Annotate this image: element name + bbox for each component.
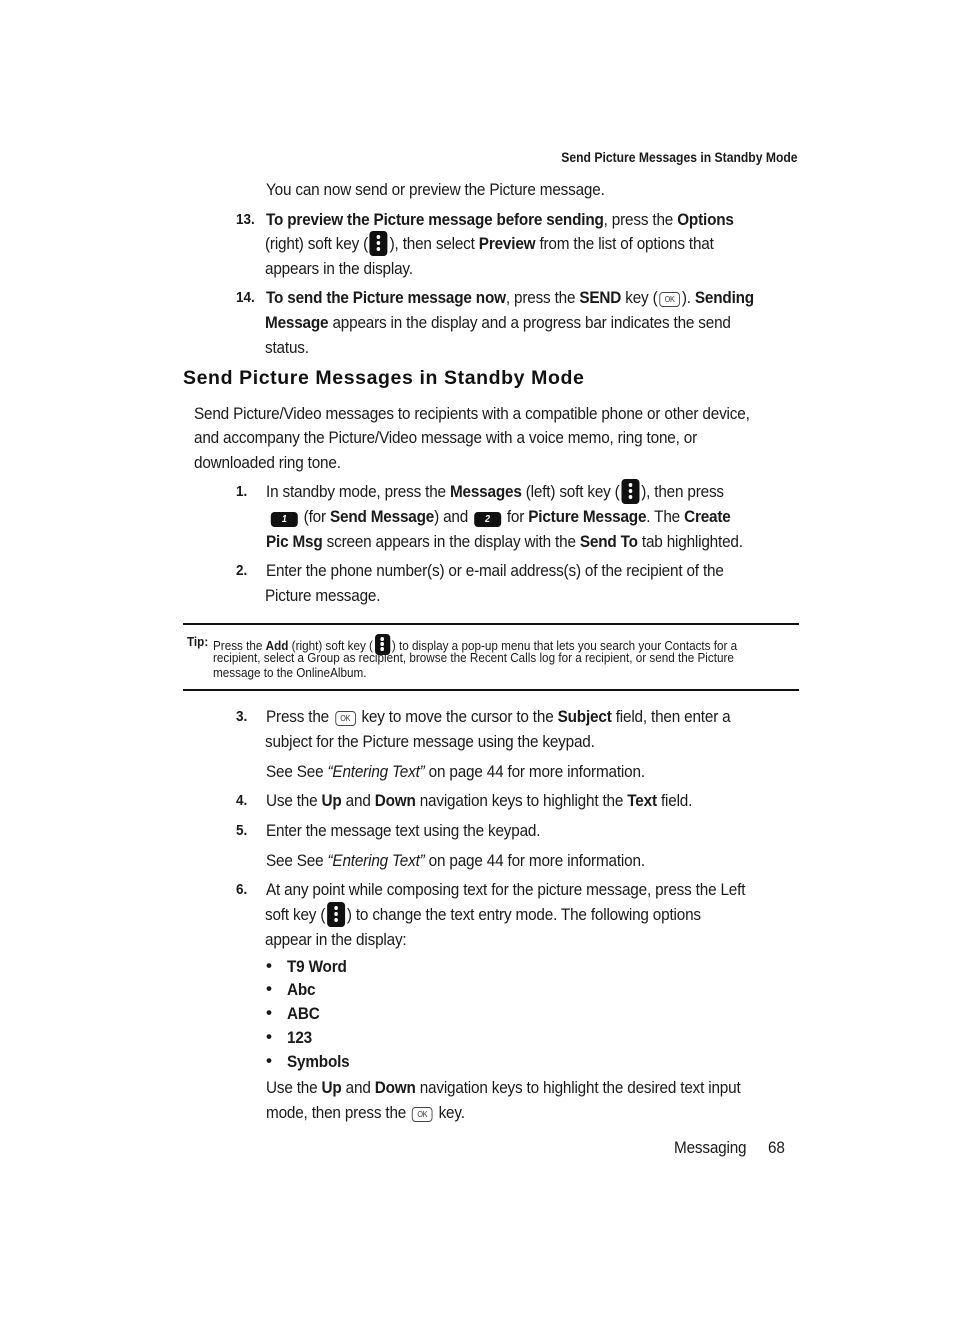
step-14-number: 14.: [236, 289, 255, 306]
text: ).: [681, 288, 695, 307]
send-key-label: SEND: [579, 288, 622, 307]
text: field, then enter a: [611, 707, 731, 726]
bullet-icon: •: [266, 979, 272, 998]
text: (right) soft key (: [265, 234, 369, 253]
footer-section: Messaging: [674, 1138, 747, 1157]
tip-label: Tip:: [187, 634, 209, 649]
text: ) and: [434, 507, 473, 526]
mode-t9-word: T9 Word: [287, 957, 347, 976]
text-field-label: Text: [627, 791, 657, 810]
text: tab highlighted.: [637, 532, 743, 551]
down-label: Down: [374, 1078, 416, 1097]
step-3-line-1: [266, 704, 731, 729]
step-6-number: 6.: [236, 881, 248, 898]
step-1-line-1: [266, 479, 724, 504]
picture-message-label: Picture Message: [528, 507, 647, 526]
step-1-number: 1.: [236, 483, 248, 500]
text: screen appears in the display with the: [322, 532, 580, 551]
tip-top-rule: [183, 623, 799, 625]
intro-text: You can now send or preview the Picture message.: [266, 180, 605, 199]
step-14-line-2: [265, 310, 731, 335]
text: soft key (: [265, 905, 326, 924]
text: (left) soft key (: [521, 482, 620, 501]
text: See See: [266, 762, 328, 781]
options-label: Options: [677, 210, 734, 229]
text: key (: [621, 288, 658, 307]
mode-abc: Abc: [287, 980, 316, 999]
subject-label: Subject: [557, 707, 612, 726]
create-label: Create: [684, 507, 731, 526]
message-label: Message: [265, 313, 329, 332]
key-2-icon: 2: [474, 512, 501, 527]
left-soft-key-icon: [621, 479, 639, 504]
tip-line-3: message to the OnlineAlbum.: [213, 665, 367, 680]
text: navigation keys to highlight the desired text input: [415, 1078, 741, 1097]
text: , press the: [505, 288, 580, 307]
step-2-number: 2.: [236, 562, 248, 579]
up-label: Up: [321, 791, 342, 810]
step-13-emphasis: To preview the Picture message before sending: [266, 210, 604, 229]
step-5-see-also: [266, 848, 645, 873]
step-14-line-1: [266, 285, 754, 310]
step-6-line-1: At any point while composing text for the picture message, press the Left: [266, 880, 746, 899]
tip-bottom-rule: [183, 689, 799, 691]
page-number: 68: [768, 1138, 785, 1157]
step-2-line-2: Picture message.: [265, 586, 381, 605]
text: Use the: [266, 1078, 322, 1097]
text: , press the: [603, 210, 678, 229]
text: ), then press: [641, 482, 724, 501]
step-13-line-1: [266, 207, 734, 232]
entering-text-reference: “Entering Text”: [327, 762, 425, 781]
messages-label: Messages: [449, 482, 522, 501]
text: on page 44 for more information.: [424, 851, 645, 870]
step-4-number: 4.: [236, 792, 248, 809]
bullet-icon: •: [266, 1051, 272, 1070]
para-line-1: Send Picture/Video messages to recipients with a compatible phone or other device,: [194, 404, 750, 423]
text: mode, then press the: [266, 1103, 411, 1122]
bullet-icon: •: [266, 1027, 272, 1046]
step-2-line-1: Enter the phone number(s) or e-mail address(s) of the recipient of the: [266, 561, 724, 580]
step-6-line-2: [265, 902, 701, 927]
text: See See: [266, 851, 328, 870]
step-4-line-1: [266, 788, 692, 813]
step-3-number: 3.: [236, 708, 248, 725]
sending-label: Sending: [694, 288, 754, 307]
text: key.: [434, 1103, 465, 1122]
entering-text-reference: “Entering Text”: [327, 851, 425, 870]
step-5-number: 5.: [236, 822, 248, 839]
text: key to move the cursor to the: [357, 707, 558, 726]
ok-key-icon: OK: [335, 711, 356, 726]
send-to-label: Send To: [579, 532, 638, 551]
step-6-line-3: appear in the display:: [265, 930, 407, 949]
up-label: Up: [321, 1078, 342, 1097]
text: from the list of options that: [535, 234, 714, 253]
send-message-label: Send Message: [329, 507, 435, 526]
text: navigation keys to highlight the: [415, 791, 628, 810]
para-line-2: and accompany the Picture/Video message with a voice memo, ring tone, or: [194, 428, 697, 447]
step-14-line-3: status.: [265, 338, 309, 357]
text: In standby mode, press the: [266, 482, 450, 501]
text: on page 44 for more information.: [424, 762, 645, 781]
step-13-number: 13.: [236, 211, 255, 228]
left-soft-key-icon: [327, 902, 345, 927]
text: for: [502, 507, 529, 526]
step-5-line-1: Enter the message text using the keypad.: [266, 821, 541, 840]
down-label: Down: [374, 791, 416, 810]
add-label: Add: [265, 638, 289, 653]
text: . The: [646, 507, 685, 526]
text: ) to display a pop-up menu that lets you search your Contacts for a: [391, 638, 738, 653]
text: Press the: [266, 707, 334, 726]
section-title: Send Picture Messages in Standby Mode: [183, 367, 585, 389]
step-13-line-2: [265, 231, 714, 256]
step-3-line-2: subject for the Picture message using the keypad.: [265, 732, 595, 751]
text: and: [341, 791, 375, 810]
pic-msg-label: Pic Msg: [266, 532, 323, 551]
text: ), then select: [389, 234, 479, 253]
step-14-emphasis: To send the Picture message now: [266, 288, 506, 307]
step-3-see-also: [266, 759, 645, 784]
step-1-line-2: [269, 504, 731, 529]
text: (right) soft key (: [288, 638, 373, 653]
tip-line-2: recipient, select a Group as recipient, browse the Recent Calls log for a recipient, or send the Picture: [213, 650, 734, 665]
right-soft-key-icon: [370, 231, 388, 256]
mode-123: 123: [287, 1028, 312, 1047]
running-header: Send Picture Messages in Standby Mode: [561, 150, 798, 165]
text: and: [341, 1078, 375, 1097]
mode-abc-caps: ABC: [287, 1004, 320, 1023]
text: Use the: [266, 791, 322, 810]
bullet-icon: •: [266, 956, 272, 975]
step-6-follow-1: [266, 1075, 741, 1100]
ok-key-icon: OK: [659, 292, 680, 307]
text: (for: [299, 507, 330, 526]
ok-key-icon: OK: [412, 1107, 433, 1122]
text: Press the: [213, 638, 266, 653]
text: field.: [656, 791, 693, 810]
step-1-line-3: [266, 529, 743, 554]
preview-label: Preview: [478, 234, 536, 253]
bullet-icon: •: [266, 1003, 272, 1022]
step-13-line-3: appears in the display.: [265, 259, 413, 278]
mode-symbols: Symbols: [287, 1052, 350, 1071]
text: appears in the display and a progress bar indicates the send: [328, 313, 731, 332]
text: ) to change the text entry mode. The following options: [346, 905, 701, 924]
para-line-3: downloaded ring tone.: [194, 453, 341, 472]
step-6-follow-2: [266, 1100, 465, 1125]
key-1-icon: 1: [271, 512, 298, 527]
